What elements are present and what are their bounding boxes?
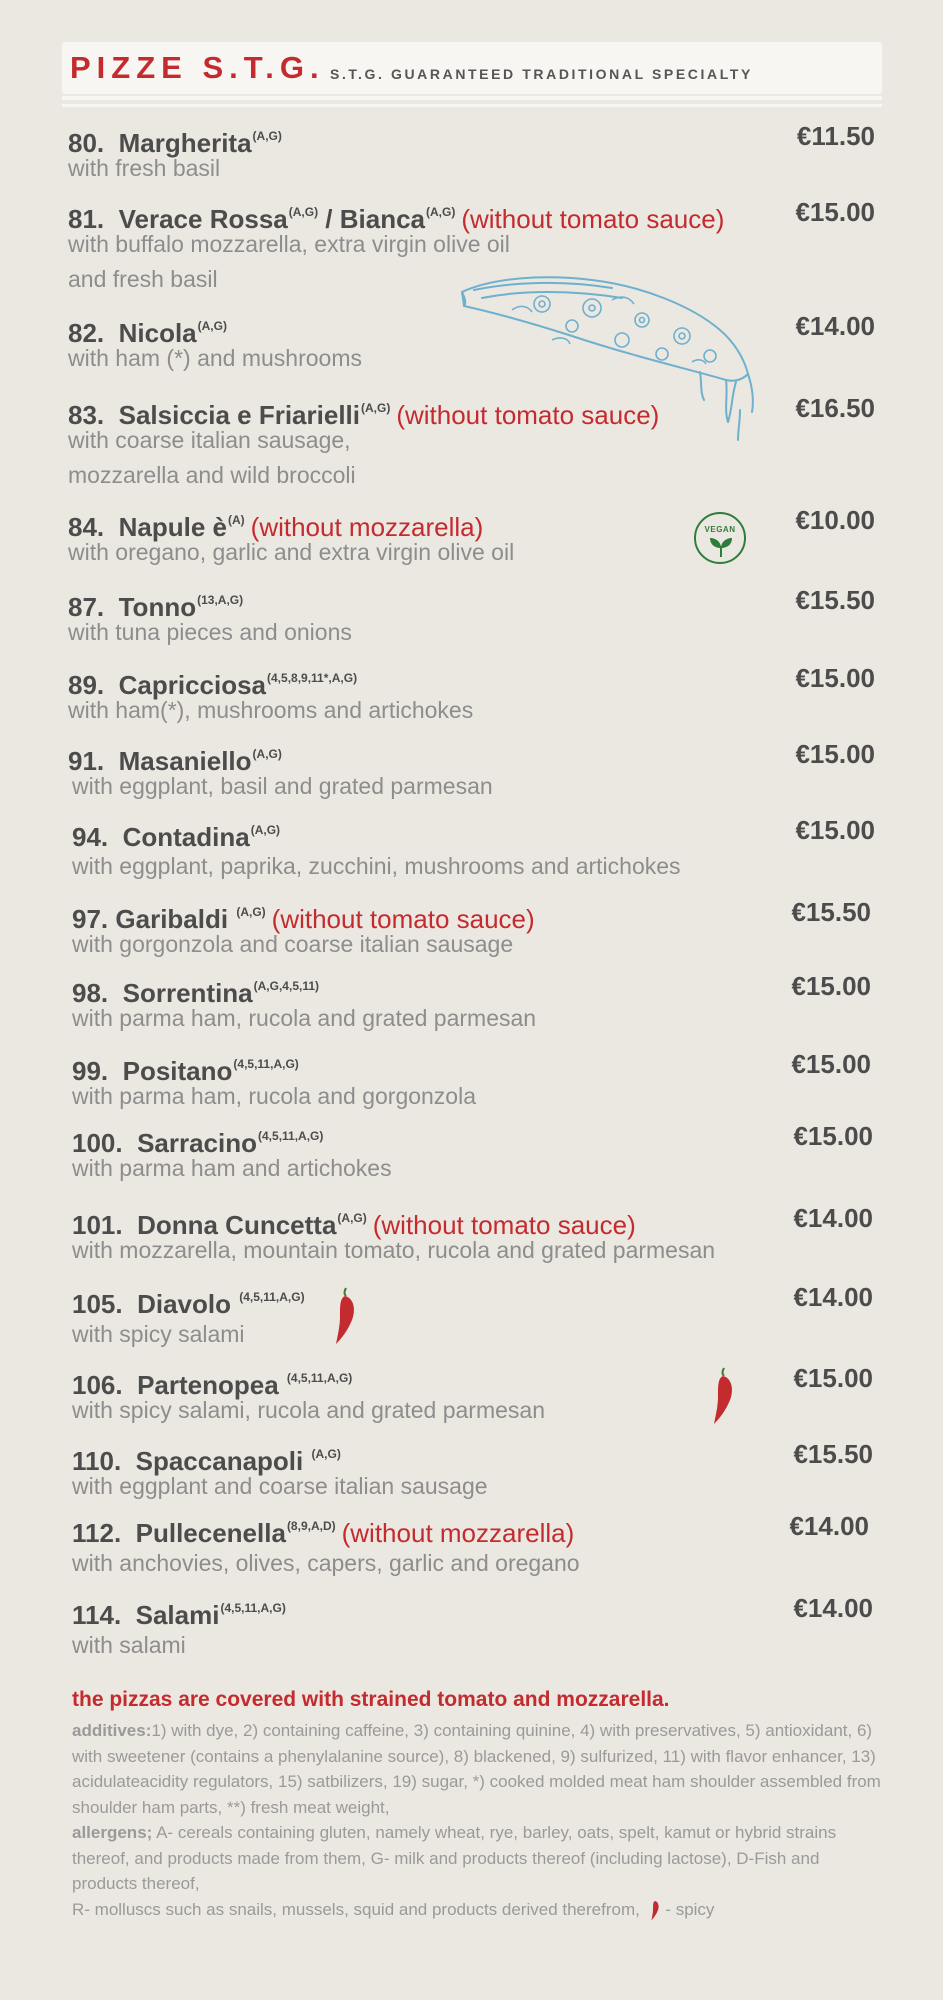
item-number: 99. — [72, 1056, 109, 1086]
menu-item — [0, 310, 943, 380]
menu-item — [0, 1438, 943, 1508]
item-number: 83. — [68, 400, 105, 430]
item-description: with parma ham and artichokes — [72, 1155, 392, 1181]
item-price: €15.00 — [791, 971, 871, 1001]
menu-item — [0, 970, 943, 1040]
item-number: 87. — [68, 592, 105, 622]
molluscs-note: R- molluscs such as snails, mussels, squid and products derived therefrom, - spicy — [72, 1897, 882, 1923]
item-description: with parma ham, rucola and grated parmesan — [72, 1005, 537, 1031]
item-price: €15.50 — [793, 1439, 873, 1469]
menu-item — [0, 196, 943, 292]
item-number: 81. — [68, 204, 105, 234]
item-price: €11.50 — [796, 121, 875, 151]
covered-note: the pizzas are covered with strained tomato and mozzarella. — [72, 1688, 670, 1711]
item-description: with eggplant, basil and grated parmesan — [72, 773, 493, 799]
item-name: Masaniello — [118, 746, 252, 776]
item-name: Margherita — [118, 128, 252, 158]
item-description: with parma ham, rucola and gorgonzola — [72, 1083, 477, 1109]
item-number: 105. — [72, 1289, 123, 1319]
item-name: Napule è — [118, 512, 227, 542]
item-price: €14.00 — [793, 1593, 873, 1623]
item-number: 94. — [72, 822, 109, 852]
item-note: (without mozzarella) — [341, 1518, 575, 1548]
item-name: Spaccanapoli — [135, 1446, 304, 1476]
item-price: €15.50 — [795, 585, 875, 615]
item-allergens: (A,G) — [250, 823, 281, 837]
item-allergens: (A,G,4,5,11) — [253, 979, 320, 993]
item-name-variant: / Bianca — [318, 204, 426, 234]
item-number: 82. — [68, 318, 105, 348]
item-allergens: (4,5,11,A,G) — [220, 1601, 286, 1615]
item-note: (without tomato sauce) — [271, 904, 535, 934]
item-description: with tuna pieces and onions — [68, 619, 352, 645]
item-number: 110. — [72, 1446, 122, 1476]
item-name: Garibaldi — [115, 904, 229, 934]
item-allergens: (A,G) — [236, 905, 266, 919]
section-title: PIZZE S.T.G. — [70, 50, 325, 85]
vegan-label: VEGAN — [704, 525, 736, 534]
item-allergens: (4,5,11,A,G) — [239, 1290, 305, 1304]
menu-item — [0, 392, 943, 488]
item-price: €14.00 — [793, 1203, 873, 1233]
item-number: 97. — [72, 904, 109, 934]
item-description: with coarse italian sausage, mozzarella and wild broccoli — [68, 427, 356, 488]
item-name: Nicola — [118, 318, 197, 348]
section-subtitle: S.T.G. GUARANTEED TRADITIONAL SPECIALTY — [330, 66, 753, 82]
item-allergens: (A,G) — [426, 205, 456, 219]
menu-footnotes — [72, 1688, 882, 1922]
item-price: €10.00 — [795, 505, 875, 535]
item-price: €15.00 — [793, 1121, 873, 1151]
item-number: 101. — [72, 1210, 123, 1240]
item-price: €15.50 — [791, 897, 871, 927]
item-description: with ham(*), mushrooms and artichokes — [68, 697, 474, 723]
header-stripe — [62, 104, 882, 107]
item-description: with buffalo mozzarella, extra virgin olive oil and fresh basil — [68, 231, 510, 292]
item-number: 106. — [72, 1370, 123, 1400]
item-name: Pullecenella — [135, 1518, 286, 1548]
item-price: €15.00 — [791, 1049, 871, 1079]
item-allergens: (A,G) — [252, 129, 282, 143]
item-description: with salami — [72, 1632, 186, 1658]
menu-header — [62, 42, 882, 108]
menu-item — [0, 1048, 943, 1118]
item-number: 112. — [72, 1518, 122, 1548]
item-number: 114. — [72, 1600, 122, 1630]
item-price: €14.00 — [795, 311, 875, 341]
item-name: Diavolo — [137, 1289, 231, 1319]
header-stripe — [62, 96, 882, 100]
menu-item — [0, 896, 943, 966]
menu-item — [0, 1202, 943, 1272]
item-description: with gorgonzola and coarse italian sausage — [72, 931, 514, 957]
chili-pepper-icon — [649, 1897, 661, 1921]
item-name: Salsiccia e Friarielli — [118, 400, 360, 430]
menu-item — [0, 738, 943, 808]
item-number: 100. — [72, 1128, 123, 1158]
item-allergens: (4,5,11,A,G) — [258, 1129, 324, 1143]
menu-item — [0, 814, 943, 884]
allergens-note: allergens; A- cereals containing gluten, namely wheat, rye, barley, oats, spelt, kamut or hybrid strains thereof, and products made from them, G- milk and products thereof (including lactose), D-Fish and products thereof, — [72, 1823, 837, 1893]
item-price: €14.00 — [793, 1282, 873, 1312]
item-description: with spicy salami — [72, 1321, 245, 1347]
item-description: with eggplant and coarse italian sausage — [72, 1473, 488, 1499]
item-name: Contadina — [122, 822, 250, 852]
menu-item — [0, 1362, 943, 1432]
menu-item — [0, 1592, 943, 1662]
item-price: €15.00 — [793, 1363, 873, 1393]
item-allergens: (4,5,11,A,G) — [233, 1057, 299, 1071]
item-allergens: (A,G) — [361, 401, 391, 415]
item-name: Salami — [135, 1600, 220, 1630]
menu-item — [0, 1281, 943, 1351]
item-description: with fresh basil — [68, 155, 221, 181]
item-name: Sorrentina — [122, 978, 253, 1008]
item-name: Capricciosa — [118, 670, 267, 700]
menu-item — [0, 584, 943, 654]
item-price: €15.00 — [795, 663, 875, 693]
menu-item — [0, 662, 943, 732]
item-number: 84. — [68, 512, 105, 542]
additives-note: additives:1) with dye, 2) containing caffeine, 3) containing quinine, 4) with preservatives, 5) antioxidant, 6) with sweetener (contains a phenylalanine source), 8) blackened, 9) sulfurized, 11) with flavor enhancer, 13) acidulateacidity regulators, 15) satbilizers, 19) sugar, *) cooked molded meat ham shoulder assembled from shoulder ham parts, **) fresh meat weight, — [72, 1721, 881, 1817]
item-allergens: (A) — [227, 513, 245, 527]
item-description: with ham (*) and mushrooms — [68, 345, 362, 371]
item-number: 98. — [72, 978, 109, 1008]
menu-item — [0, 1120, 943, 1190]
item-allergens: (A,G) — [288, 205, 319, 219]
item-number: 91. — [68, 746, 105, 776]
item-allergens: (A,G) — [337, 1211, 367, 1225]
item-name: Donna Cuncetta — [137, 1210, 337, 1240]
menu-item — [0, 120, 943, 190]
item-allergens: (A,G) — [252, 747, 282, 761]
item-name: Verace Rossa — [118, 204, 288, 234]
item-description: with oregano, garlic and extra virgin olive oil — [68, 539, 515, 565]
item-allergens: (A,G) — [311, 1447, 341, 1461]
item-price: €14.00 — [789, 1511, 869, 1541]
item-allergens: (A,G) — [197, 319, 227, 333]
item-allergens: (13,A,G) — [197, 593, 244, 607]
item-price: €15.00 — [795, 815, 875, 845]
item-name: Sarracino — [137, 1128, 258, 1158]
menu-item — [0, 504, 943, 574]
item-name: Tonno — [118, 592, 197, 622]
item-name: Positano — [122, 1056, 233, 1086]
item-price: €15.00 — [795, 739, 875, 769]
item-price: €16.50 — [795, 393, 875, 423]
menu-item — [0, 1510, 943, 1580]
item-allergens: (8,9,A,D) — [286, 1519, 336, 1533]
item-number: 80. — [68, 128, 105, 158]
item-allergens: (4,5,11,A,G) — [286, 1371, 353, 1385]
item-allergens: (4,5,8,9,11*,A,G) — [267, 671, 358, 685]
item-description: with eggplant, paprika, zucchini, mushrooms and artichokes — [72, 853, 681, 879]
item-note: (without tomato sauce) — [372, 1210, 636, 1240]
item-note: (without tomato sauce) — [461, 204, 725, 234]
item-name: Partenopea — [137, 1370, 279, 1400]
item-number: 89. — [68, 670, 105, 700]
item-description: with anchovies, olives, capers, garlic and oregano — [72, 1550, 580, 1576]
item-note: (without tomato sauce) — [396, 400, 660, 430]
item-note: (without mozzarella) — [250, 512, 484, 542]
item-price: €15.00 — [795, 197, 875, 227]
item-description: with spicy salami, rucola and grated parmesan — [72, 1397, 546, 1423]
item-description: with mozzarella, mountain tomato, rucola and grated parmesan — [72, 1237, 716, 1263]
